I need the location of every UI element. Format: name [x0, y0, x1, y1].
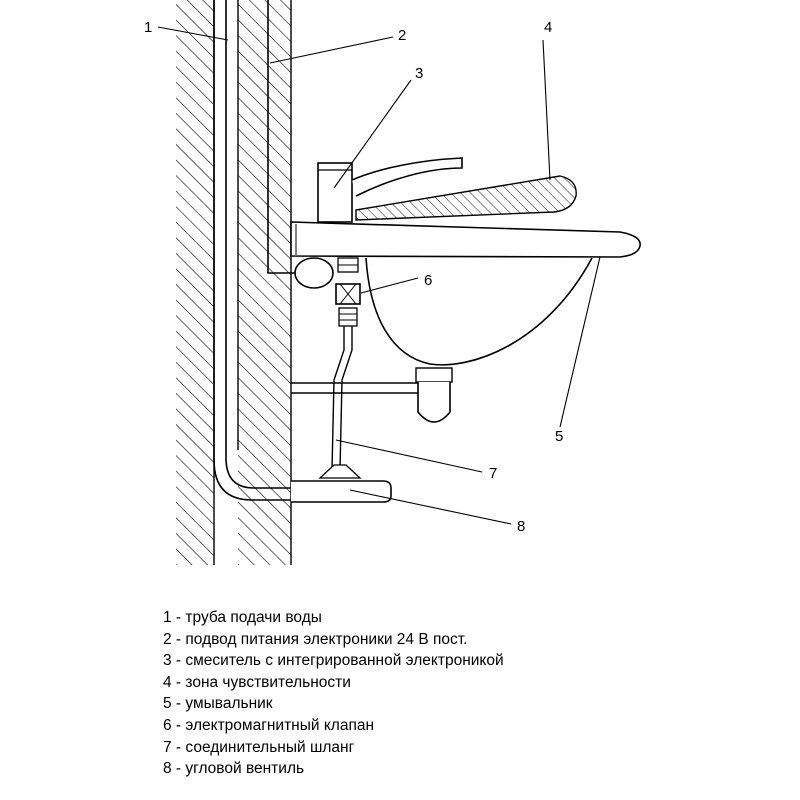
legend-item-3: 3 - смеситель с интегрированной электроникой — [163, 652, 504, 670]
legend — [163, 607, 504, 780]
leader-lines — [158, 27, 600, 524]
callout-8: 8 — [517, 518, 526, 535]
legend-item-2: 2 - подвод питания электроники 24 В пост. — [163, 630, 468, 648]
right-wall — [238, 0, 291, 565]
callout-1: 1 — [144, 19, 153, 36]
callout-6: 6 — [424, 272, 433, 289]
legend-item-6: 6 - электромагнитный клапан — [163, 716, 375, 734]
legend-item-7: 7 - соединительный шланг — [163, 738, 355, 756]
connecting-hose — [332, 326, 352, 470]
callout-3: 3 — [415, 65, 424, 82]
sensitivity-zone — [356, 176, 576, 220]
washbasin-bowl — [366, 258, 592, 365]
legend-item-4: 4 - зона чувствительности — [163, 673, 351, 691]
legend-item-8: 8 - угловой вентиль — [163, 760, 305, 778]
legend-item-1: 1 - труба подачи воды — [163, 609, 322, 626]
callout-5: 5 — [555, 428, 564, 445]
callout-4: 4 — [544, 19, 553, 36]
drain-trap — [291, 368, 452, 422]
legend-item-5: 5 - умывальник — [163, 695, 273, 713]
washbasin-slab — [291, 222, 640, 257]
callout-7: 7 — [489, 465, 498, 482]
angle-valve — [291, 465, 391, 502]
callout-2: 2 — [398, 27, 407, 44]
solenoid-valve — [336, 258, 360, 326]
electronics-box — [295, 258, 333, 288]
left-wall — [176, 0, 214, 565]
